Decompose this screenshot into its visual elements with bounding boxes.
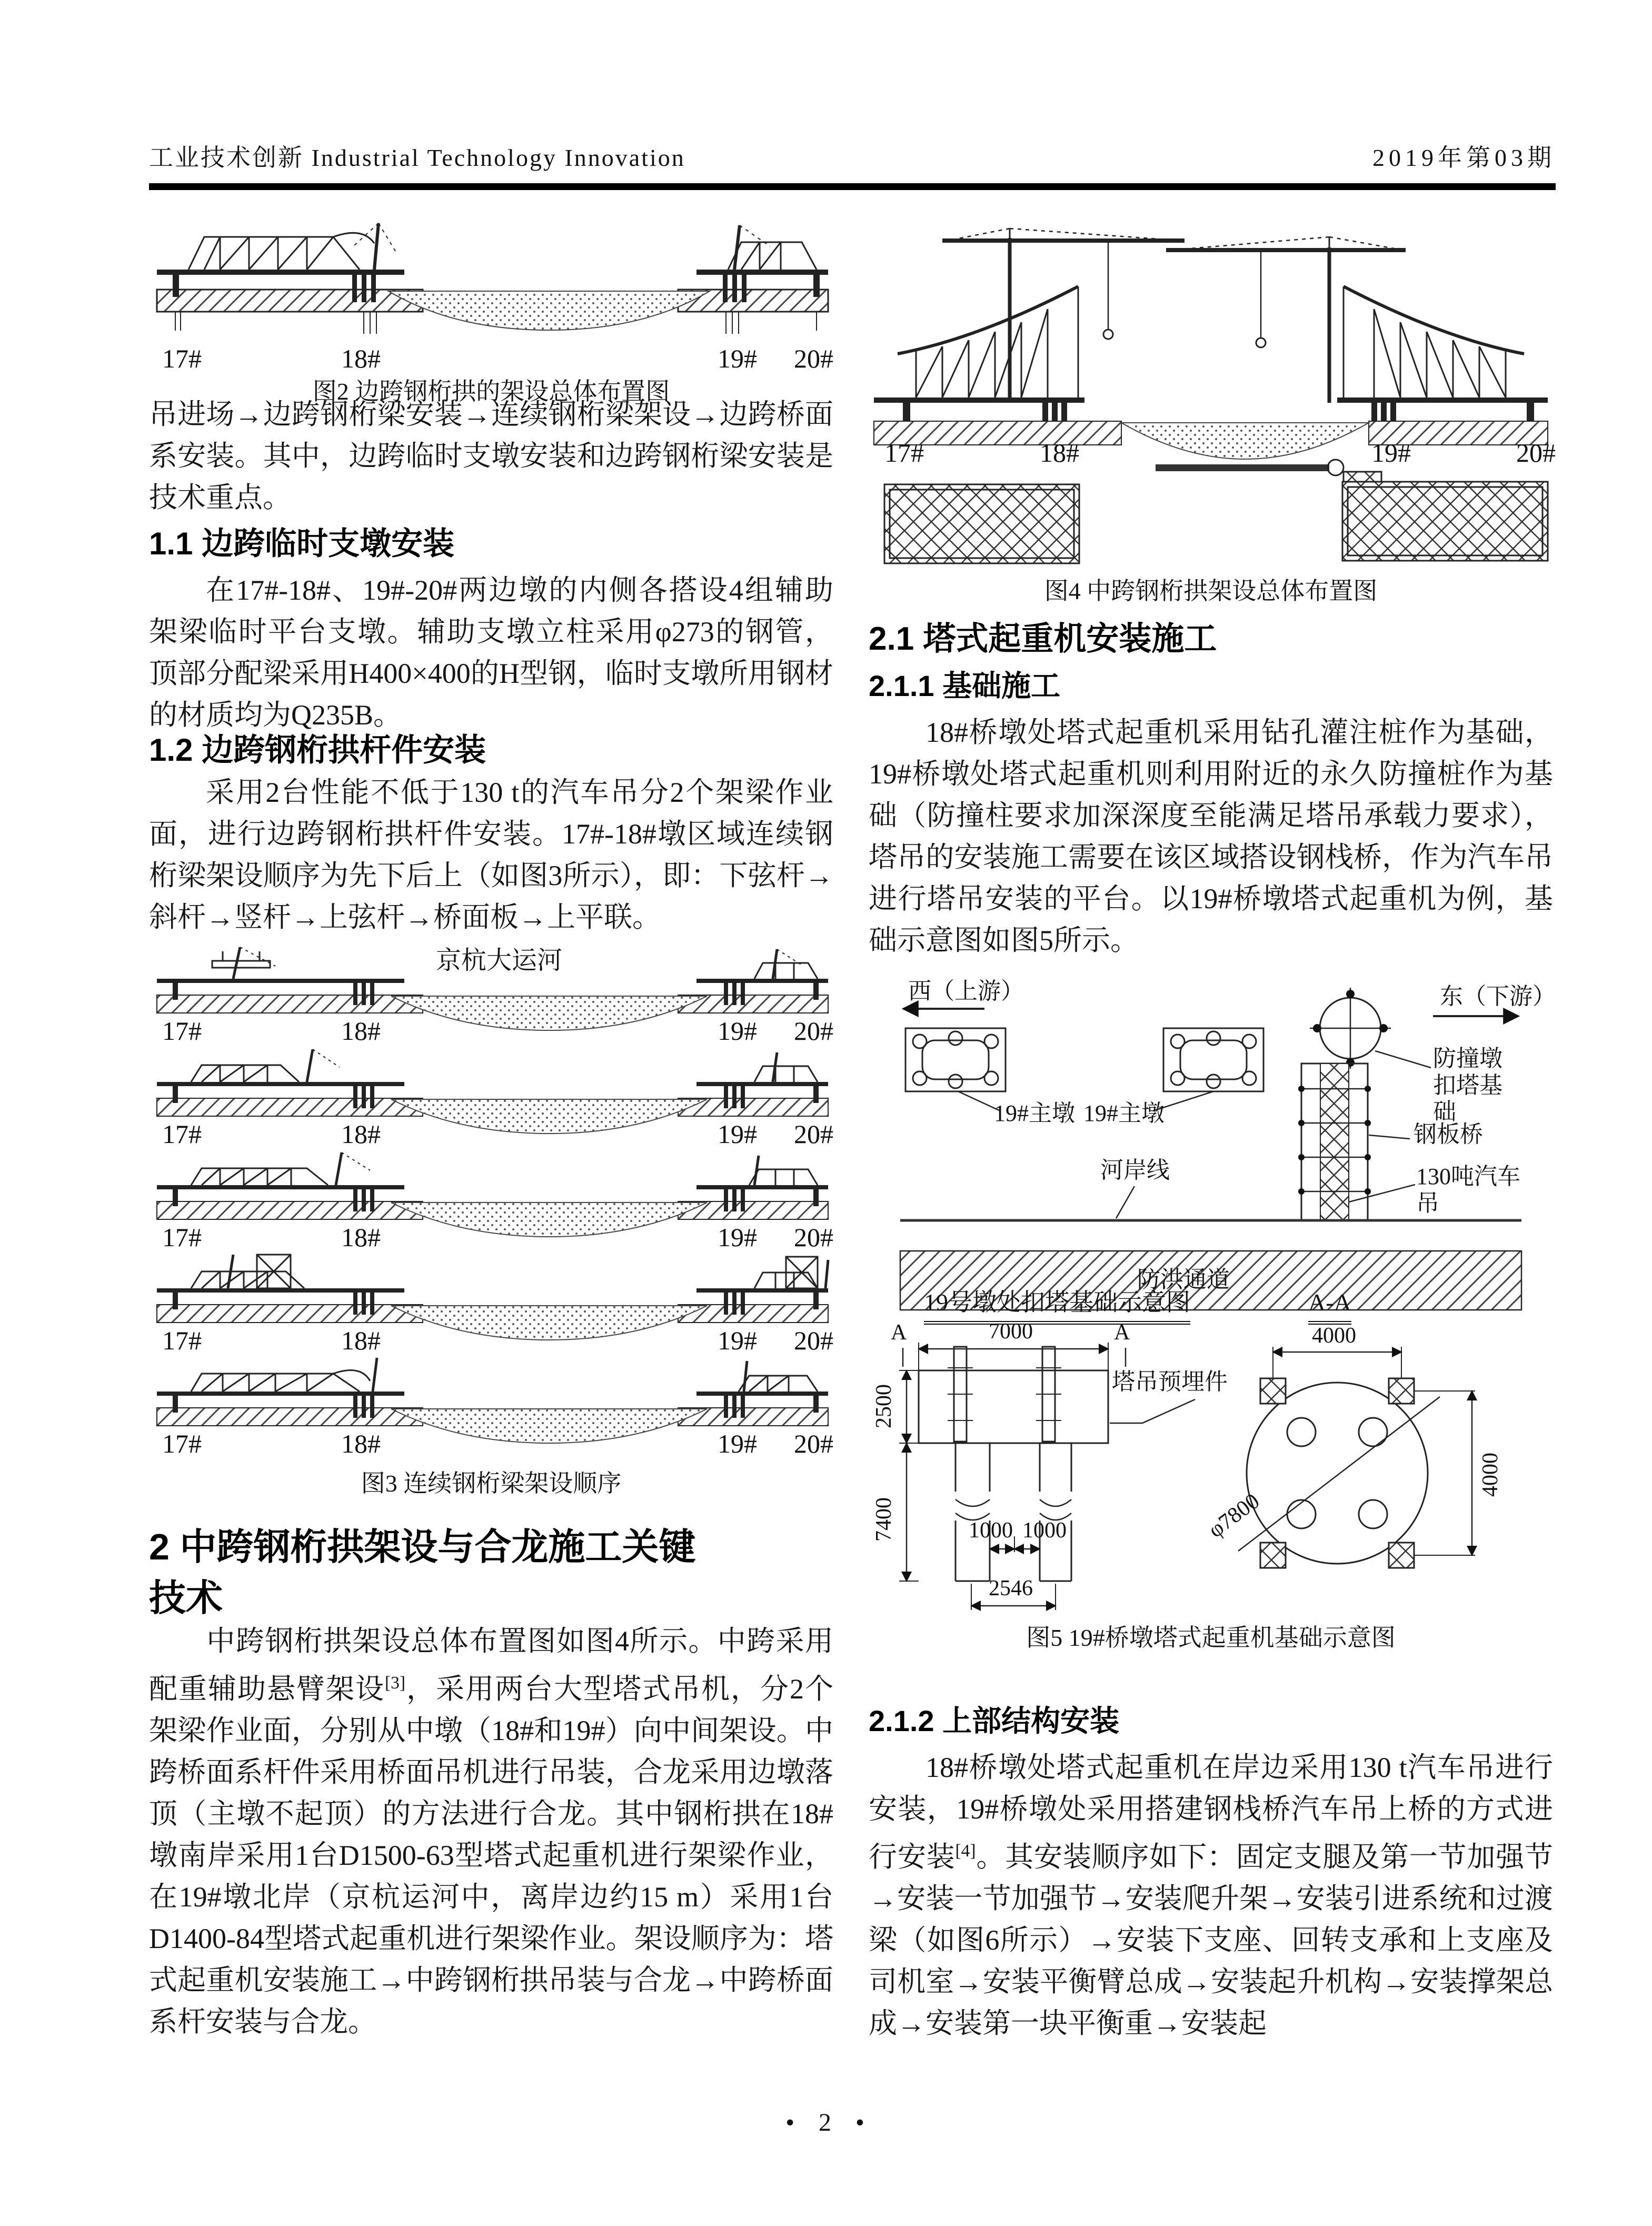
west-upstream-label: 西（上游）	[908, 978, 1024, 1004]
truck-crane-label: 130吨汽车吊	[1416, 1164, 1520, 1216]
steel-plate-bridge-label: 钢板桥	[1414, 1121, 1483, 1147]
section-heading-2-line2: 技术	[149, 1577, 223, 1618]
figure2	[149, 221, 833, 405]
figure2-caption: 图2 边跨钢桁拱的架设总体布置图	[312, 378, 670, 405]
pier-label: 19#	[718, 1326, 757, 1355]
section-mark-a: A	[1114, 1320, 1130, 1345]
dim-phi7800: φ7800	[1204, 1489, 1265, 1543]
figure3-caption: 图3 连续钢桁梁架设顺序	[361, 1470, 622, 1497]
header-rule	[149, 183, 1556, 190]
paragraph: 吊进场→边跨钢桁梁安装→连续钢桁梁架设→边跨桥面系安装。其中，边跨临时支墩安装和边跨钢桁梁安装是技术重点。	[149, 399, 833, 513]
journal-title: 工业技术创新 Industrial Technology Innovation	[149, 144, 685, 171]
dim-7000: 7000	[989, 1319, 1033, 1344]
pier-label: 20#	[794, 1429, 833, 1458]
flood-channel-label: 防洪通道	[1137, 1267, 1230, 1293]
pier-label: 20#	[1516, 438, 1556, 468]
figure3	[149, 945, 833, 1497]
paragraph	[869, 1747, 1553, 2044]
plan-subtitle: 19号墩处扣塔基础示意图	[924, 1288, 1190, 1325]
dim-4000-top: 4000	[1312, 1324, 1356, 1348]
figure5-caption: 图5 19#桥墩塔式起重机基础示意图	[1026, 1624, 1396, 1651]
river-bank-label: 河岸线	[1100, 1157, 1170, 1183]
pier-label: 17#	[162, 1429, 202, 1458]
paragraph: 采用2台性能不低于130 t的汽车吊分2个架梁作业面，进行边跨钢桁拱杆件安装。17#-18#墩区域连续钢桁梁架设顺序为先下后上（如图3所示），即：下弦杆→斜杆→竖杆→上弦杆→桥面板→上平联。	[149, 777, 833, 933]
section-mark-a: A	[891, 1320, 907, 1345]
section-heading-1-2: 1.2 边跨钢桁拱杆件安装	[149, 732, 486, 768]
pier-label: 17#	[162, 1326, 202, 1355]
pier-label: 19#	[718, 344, 757, 373]
paragraph: 18#桥墩处塔式起重机采用钻孔灌注桩作为基础，19#桥墩处塔式起重机则利用附近的永久防撞桩作为基础（防撞柱要求加深深度至能满足塔吊承载力要求），塔吊的安装施工需要在该区域搭设钢栈桥，作为汽车吊进行塔吊安装的平台。以19#桥墩塔式起重机为例，基础示意图如图5所示。	[869, 717, 1553, 956]
section-heading-2-1: 2.1 塔式起重机安装施工	[869, 621, 1217, 657]
citation-4: [4]	[955, 1841, 976, 1861]
anti-collision-label: 防撞墩扣塔基础	[1433, 1046, 1502, 1125]
paragraph-text: 。其安装顺序如下：固定支腿及第一节加强节→安装一节加强节→安装爬升架→安装引进系统和过渡梁（如图6所示）→安装下支座、回转支承和上支座及司机室→安装平衡臂总成→安装起升机构→安装撑架总成→安装第一块平衡重→安装起	[869, 1841, 1554, 2039]
pier-label: 20#	[794, 344, 833, 373]
paragraph-text: 中跨钢桁拱架设总体布置图如图4所示。中跨采用配重辅助悬臂架设	[149, 1625, 833, 1705]
pier-label: 20#	[794, 1223, 833, 1252]
pier-label: 17#	[884, 438, 924, 468]
dim-2546: 2546	[989, 1576, 1033, 1601]
figure4-caption: 图4 中跨钢桁拱架设总体布置图	[1044, 578, 1378, 604]
pier-label: 17#	[162, 1223, 202, 1252]
paragraph-text: 18#桥墩处塔式起重机在岸边采用130 t汽车吊进行安装，19#桥墩处采用搭建钢栈桥汽车吊上桥的方式进行安装	[869, 1752, 1553, 1873]
embed-part-label: 塔吊预埋件	[1112, 1369, 1228, 1395]
section-heading-2-1-1: 2.1.1 基础施工	[869, 669, 1061, 702]
pier-label: 20#	[794, 1119, 833, 1149]
east-downstream-label: 东（下游）	[1440, 983, 1556, 1009]
pier-label: 20#	[794, 1326, 833, 1355]
issue-label: 2019年第03期	[1372, 144, 1556, 171]
pier-label: 18#	[341, 1016, 381, 1046]
main-pier-label: 19#主墩	[1083, 1100, 1165, 1126]
figure4-drawing	[869, 226, 1553, 571]
figure2-drawing	[149, 221, 833, 342]
page-number: • 2 •	[785, 2109, 867, 2136]
dim-2500: 2500	[872, 1384, 896, 1428]
pier-label: 18#	[341, 1429, 381, 1458]
citation-3: [3]	[385, 1673, 406, 1693]
river-label: 京杭大运河	[436, 947, 563, 975]
paragraph	[149, 1621, 833, 2043]
paragraph: 在17#-18#、19#-20#两边墩的内侧各搭设4组辅助架梁临时平台支墩。辅助支墩立柱采用φ273的钢管，顶部分配梁采用H400×400的H型钢，临时支墩所用钢材的材质均为Q235B。	[149, 574, 833, 731]
pier-label: 18#	[341, 1326, 381, 1355]
section-heading-1-1: 1.1 边跨临时支墩安装	[149, 526, 455, 561]
section-heading-2-line1: 2 中跨钢桁拱架设与合龙施工关键	[149, 1526, 696, 1567]
pier-label: 18#	[341, 1223, 381, 1252]
pier-label: 18#	[341, 344, 381, 373]
section-heading-2-1-2: 2.1.2 上部结构安装	[869, 1704, 1120, 1737]
pier-label: 19#	[718, 1016, 757, 1046]
pier-label: 17#	[162, 344, 202, 373]
pier-label: 19#	[718, 1119, 757, 1149]
pier-label: 19#	[1371, 438, 1411, 468]
main-pier-label: 19#主墩	[994, 1100, 1075, 1126]
pier-label: 19#	[718, 1429, 757, 1458]
section-subtitle: A-A	[1308, 1288, 1351, 1325]
dim-1000: 1000	[969, 1518, 1013, 1543]
figure4	[869, 226, 1556, 604]
dim-4000-right: 4000	[1478, 1453, 1502, 1497]
pier-label: 18#	[341, 1119, 381, 1149]
dim-1000: 1000	[1022, 1518, 1067, 1543]
pier-label: 19#	[718, 1223, 757, 1252]
pier-label: 17#	[162, 1016, 202, 1046]
paragraph-text: ，采用两台大型塔式吊机，分2个架梁作业面，分别从中墩（18#和19#）向中间架设。中跨桥面系杆件采用桥面吊机进行吊装，合龙采用边墩落顶（主墩不起顶）的方法进行合龙。其中钢桁拱在18#墩南岸采用1台D1500-63型塔式起重机进行架梁作业，在19#墩北岸（京杭运河中，离岸边约15 m）采用1台D1400-84型塔式起重机进行架梁作业。架设顺序为：塔式起重机安装施工→中跨钢桁拱吊装与合龙→中跨桥面系杆安装与合龙。	[149, 1673, 834, 2038]
figure5	[869, 978, 1556, 1651]
dim-7400: 7400	[872, 1497, 896, 1542]
pier-label: 18#	[1040, 438, 1079, 468]
pier-label: 20#	[794, 1016, 833, 1046]
pier-label: 17#	[162, 1119, 202, 1149]
